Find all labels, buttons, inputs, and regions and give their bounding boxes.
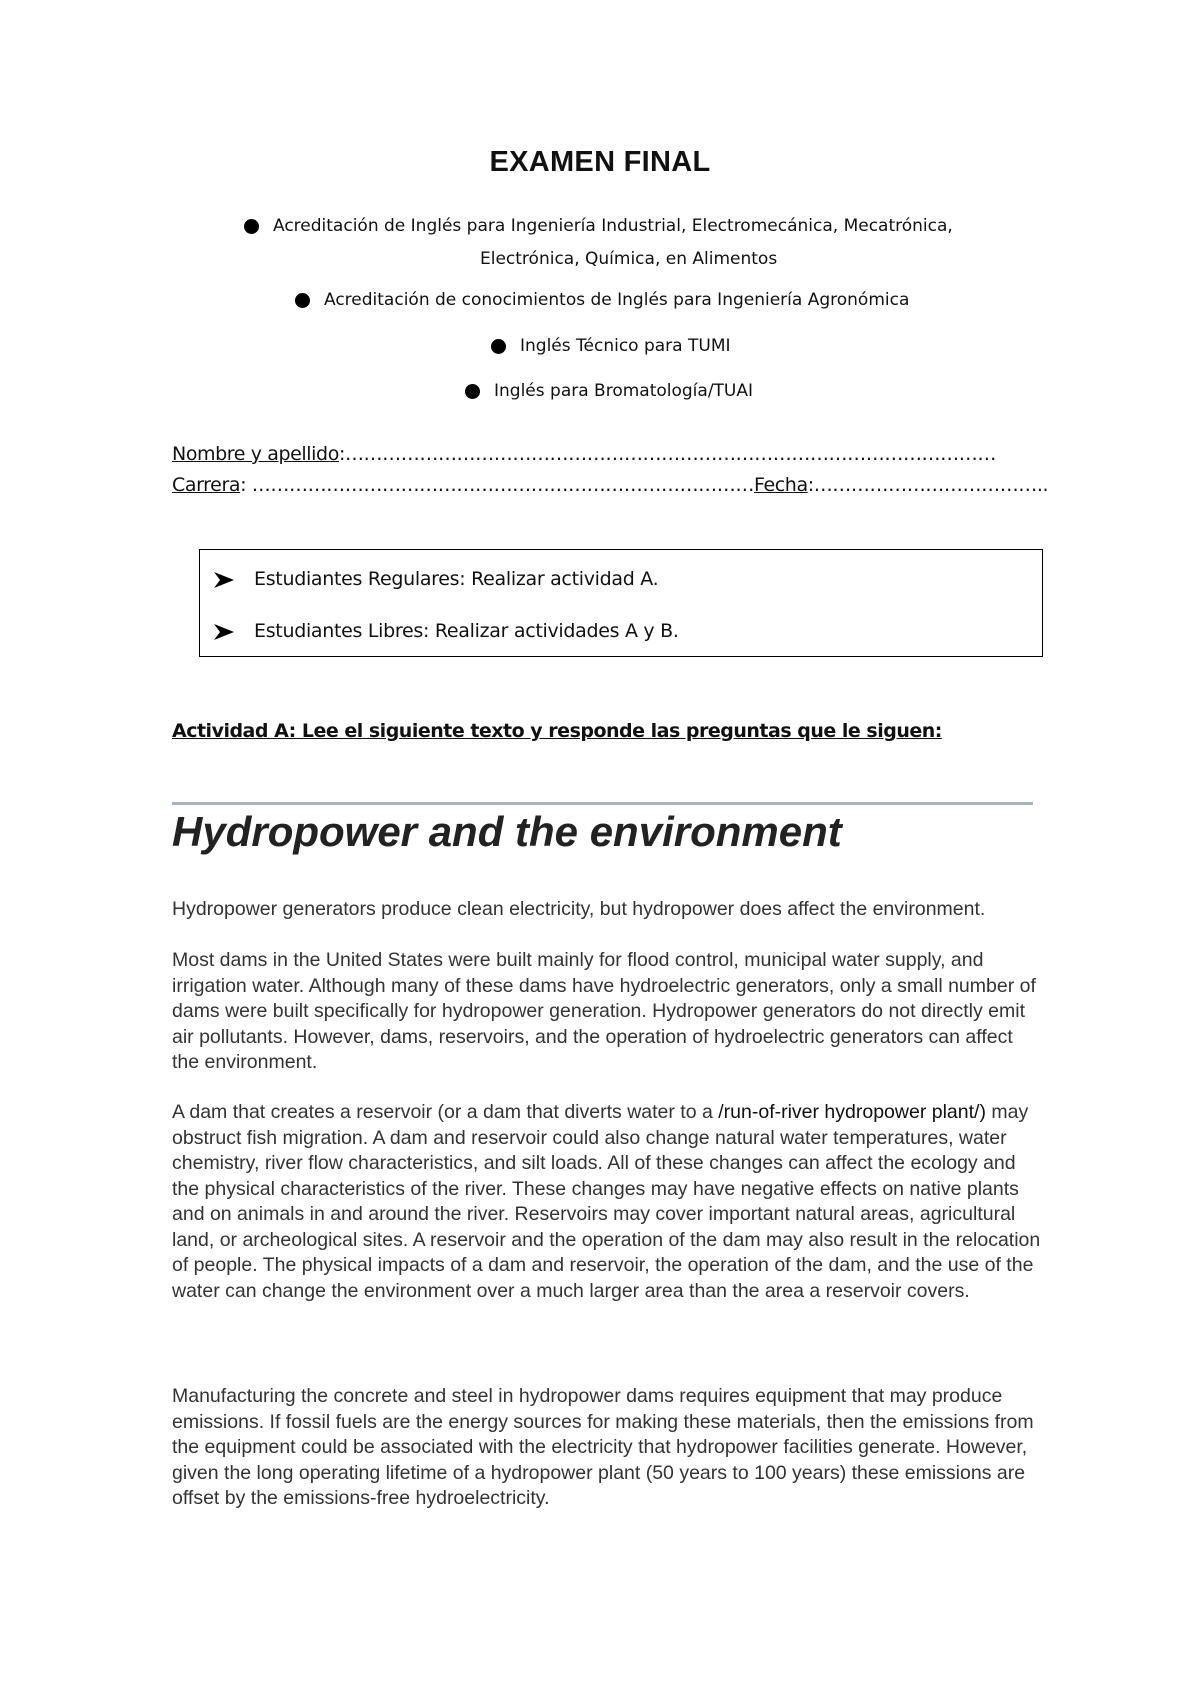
bullet-dot-icon xyxy=(491,339,506,354)
article-paragraph-4: Manufacturing the concrete and steel in hydropower dams requires equipment that may produce emissions. If fossil fuels are the energy sources for making these materials, then the emissions from the equipment could be associated with the electricity that hydropower facilities generate. However, given the long operating lifetime of a hydropower plant (50 years to 100 years) these emissions are offset by the emissions-free hydroelectricity. xyxy=(172,1385,1034,1509)
career-label: Carrera xyxy=(172,474,241,496)
exam-title: EXAMEN FINAL xyxy=(489,146,711,178)
section-divider xyxy=(172,802,1033,805)
article-paragraph-3 xyxy=(172,1100,1042,1304)
bullet-item-2 xyxy=(295,290,909,310)
instruction-text: Estudiantes Libres: Realizar actividades A y B. xyxy=(254,620,679,642)
bullet-dot-icon xyxy=(465,384,480,399)
bullet-item-1 xyxy=(244,216,953,236)
arrow-bullet-icon xyxy=(212,570,236,590)
bullet-item-3 xyxy=(491,336,731,356)
bullet-text: Inglés Técnico para TUMI xyxy=(520,336,731,356)
name-field-line xyxy=(172,443,996,465)
instructions-box xyxy=(199,549,1043,657)
activity-a-heading: Actividad A: Lee el siguiente texto y responde las preguntas que le siguen: xyxy=(172,720,942,742)
career-date-line xyxy=(172,474,1048,496)
paragraph-3-part-2: may obstruct fish migration. A dam and reservoir could also change natural water temperatures, water chemistry, river flow characteristics, and silt loads. All of these changes can affect the ecology and the physical characteristics of the river. These changes may have negative effects on native plants and on animals in and around the river. Reservoirs may cover important natural areas, agricultural land, or archeological sites. A reservoir and the operation of the dam may also result in the relocation of people. The physical impacts of a dam and reservoir, the operation of the dam, and the use of the water can change the environment over a much larger area than the area a reservoir covers. xyxy=(172,1101,1041,1302)
bullet-dot-icon xyxy=(295,293,310,308)
name-label: Nombre y apellido xyxy=(172,443,339,465)
article-paragraph-1: Hydropower generators produce clean electricity, but hydropower does affect the environment. xyxy=(172,898,986,920)
instruction-text: Estudiantes Regulares: Realizar actividad A. xyxy=(254,568,659,590)
date-blank[interactable]: :……………………………….. xyxy=(807,474,1049,496)
instruction-item-regular xyxy=(212,568,658,590)
name-blank[interactable]: :…………………………………………………………………………………………… xyxy=(338,443,996,465)
article-heading: Hydropower and the environment xyxy=(172,808,842,855)
instruction-item-free xyxy=(212,620,679,642)
bullet-text: Acreditación de Inglés para Ingeniería Industrial, Electromecánica, Mecatrónica, xyxy=(273,216,953,236)
arrow-bullet-icon xyxy=(212,622,236,642)
bullet-text: Acreditación de conocimientos de Inglés para Ingeniería Agronómica xyxy=(324,290,910,310)
date-label: Fecha xyxy=(753,474,808,496)
run-of-river-link[interactable]: /run-of-river hydropower plant/) xyxy=(718,1101,986,1123)
bullet-text: Inglés para Bromatología/TUAI xyxy=(494,381,754,401)
career-blank[interactable]: : ……………………………………………………………………… xyxy=(240,474,754,496)
bullet-item-4 xyxy=(465,381,753,401)
bullet-dot-icon xyxy=(244,219,259,234)
bullet-item-1-continuation: Electrónica, Química, en Alimentos xyxy=(480,249,778,269)
paragraph-3-part-1: A dam that creates a reservoir (or a dam that diverts water to a xyxy=(172,1101,719,1123)
article-paragraph-2: Most dams in the United States were built mainly for flood control, municipal water supply, and irrigation water. Although many of these dams have hydroelectric generators, only a small number of dams were built specifically for hydropower generation. Hydropower generators do not directly emit air pollutants. However, dams, reservoirs, and the operation of hydroelectric generators can affect the environment. xyxy=(172,949,1036,1073)
